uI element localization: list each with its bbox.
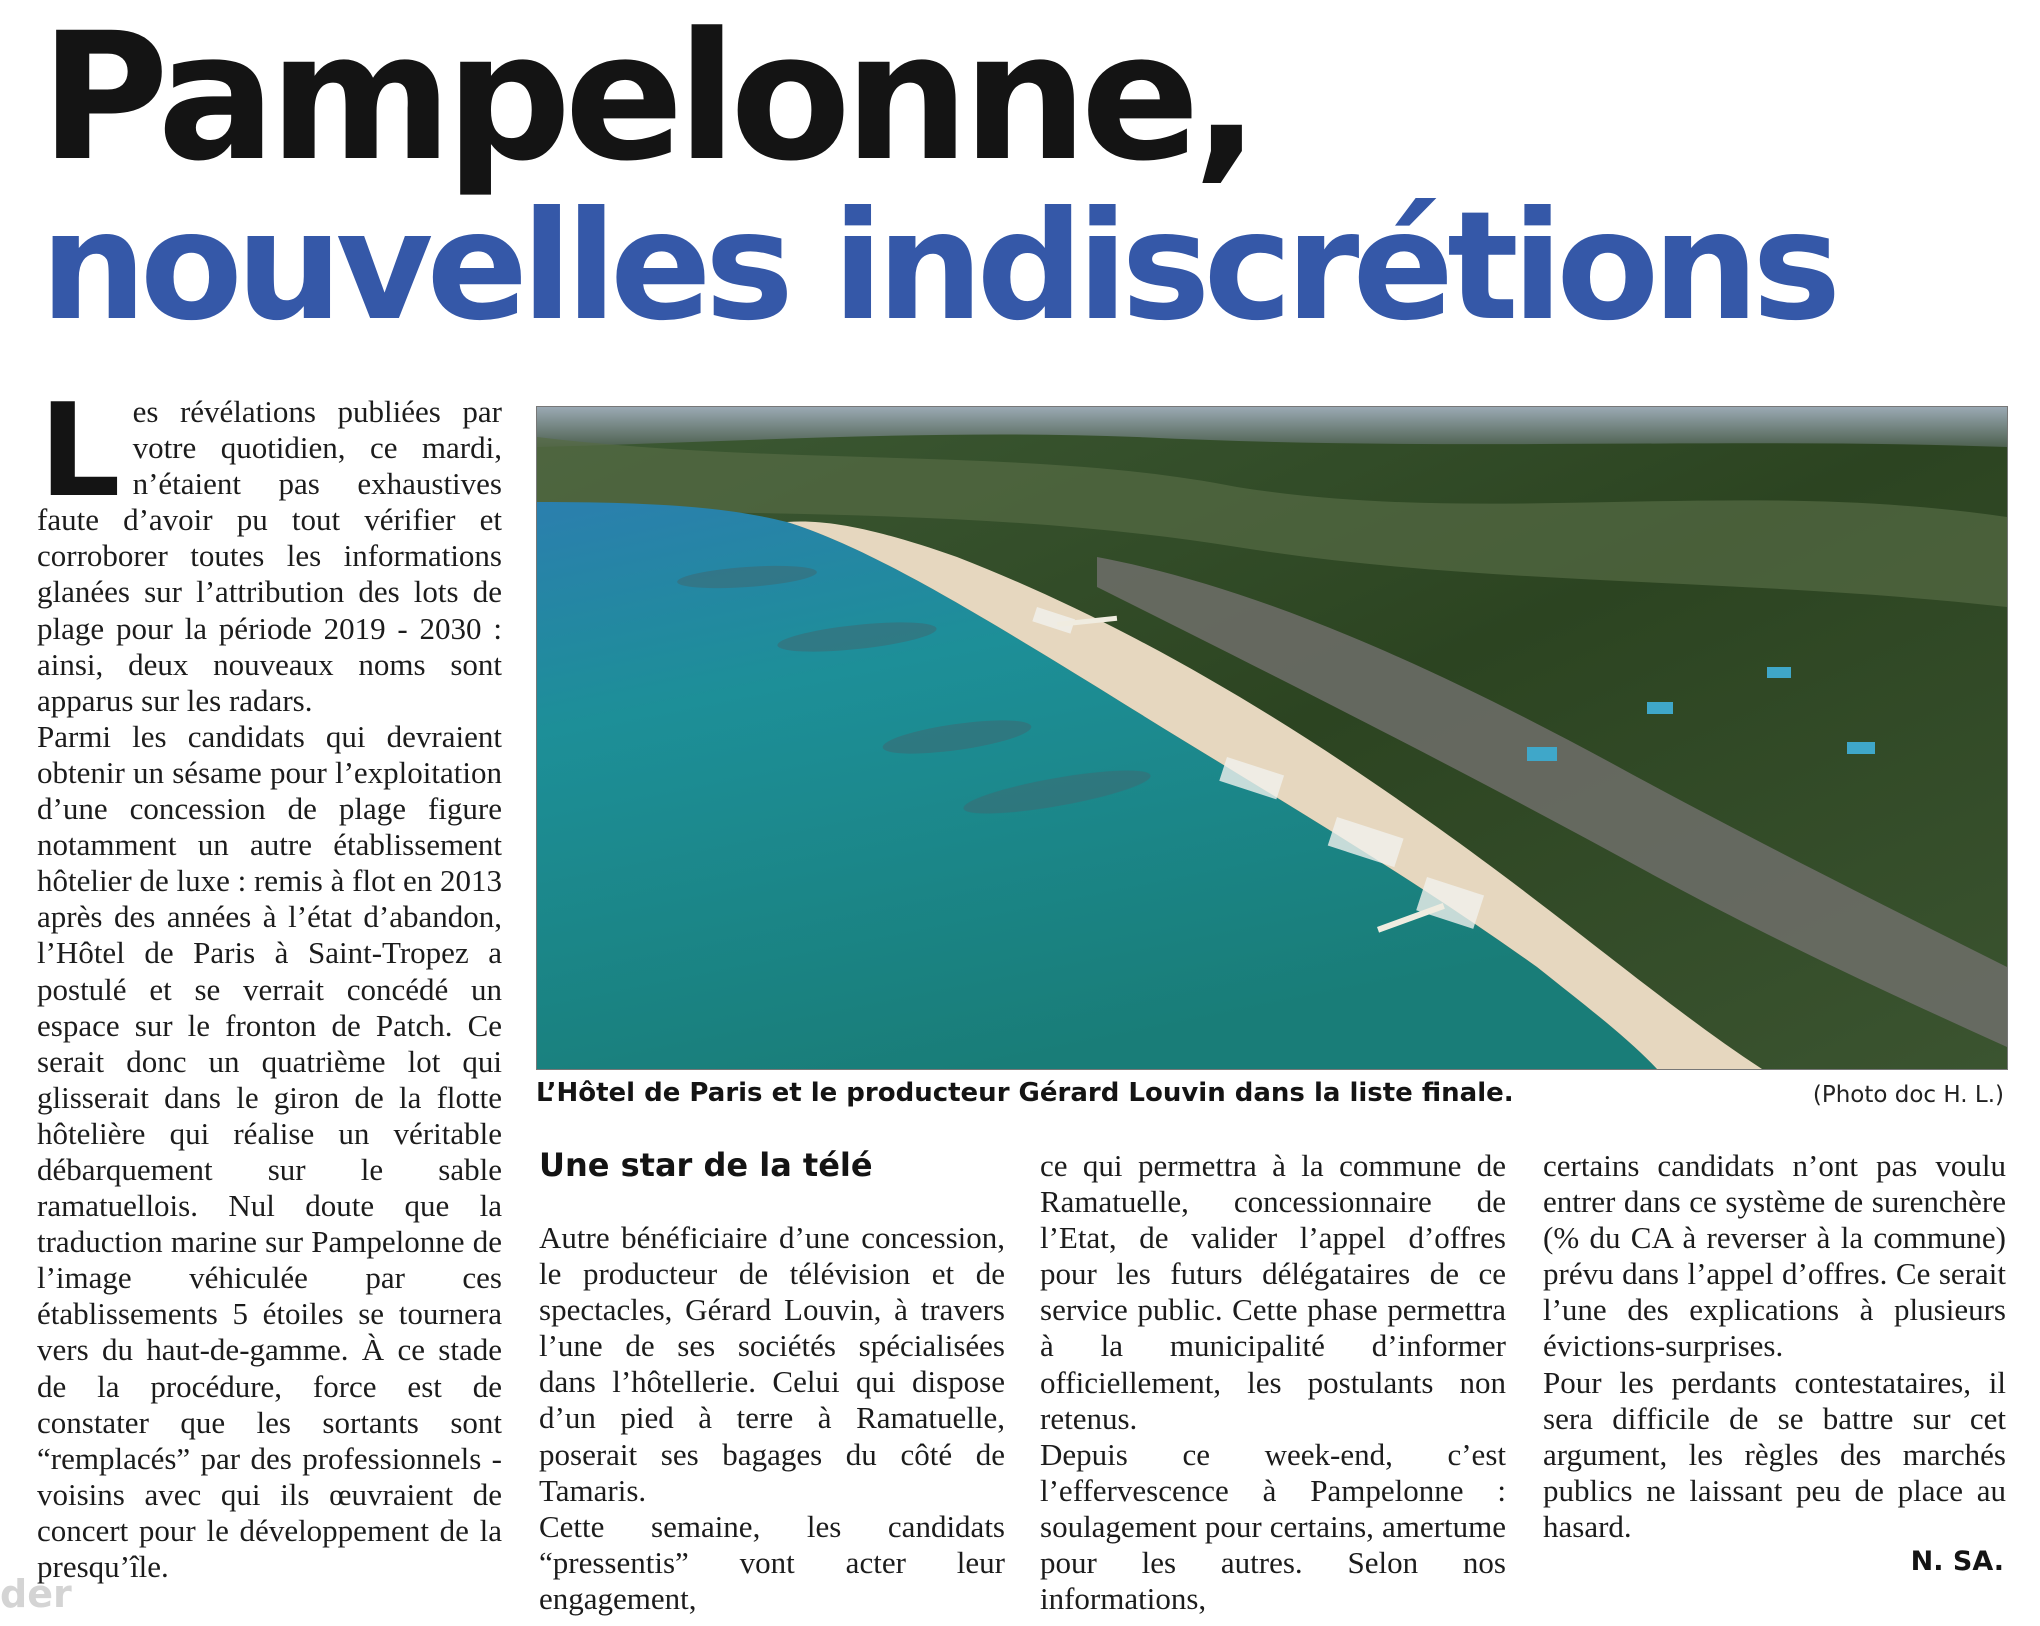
article-column-4 bbox=[1543, 1148, 2006, 1545]
paragraph-effervescence: Depuis ce week-end, c’est l’effervescence à Pampelonne : soulagement pour certains, amertume pour les autres. Selon nos informations, bbox=[1040, 1436, 1506, 1617]
subhead: Une star de la télé bbox=[539, 1146, 873, 1184]
author-signature: N. SA. bbox=[1910, 1546, 2004, 1577]
aerial-beach-photo bbox=[536, 406, 2008, 1070]
photo-caption: L’Hôtel de Paris et le producteur Gérard Louvin dans la liste finale. bbox=[536, 1078, 1514, 1108]
dropcap: L bbox=[39, 377, 121, 526]
paragraph-hotel-de-paris: Parmi les candidats qui devraient obtenir un sésame pour l’exploitation d’une concession de plage figure notamment un autre établissement hôtelier de luxe : remis à flot en 2013 après des années à l’état d’abandon, l’Hôtel de Paris à Saint-Tropez a postulé et se verrait concédé un espace sur le fronton de Patch. Ce serait donc un quatrième lot qui glisserait dans le giron de la flotte hôtelière qui réalise un véritable débarquement sur le sable ramatuellois. Nul doute que la traduction marine sur Pampelonne de l’image véhiculée par ces établissements 5 étoiles se tournera vers du haut-de-gamme. À ce stade de la procédure, force est de constater que les sortants sont “remplacés” par des professionnels - voisins avec qui ils œuvraient de concert pour le développement de la presqu’île. bbox=[37, 718, 502, 1584]
photo-credit: (Photo doc H. L.) bbox=[1812, 1082, 2004, 1108]
article-column-3 bbox=[1040, 1148, 1506, 1617]
headline-line1: Pampelonne, bbox=[40, 0, 1253, 200]
aerial-beach-illustration bbox=[537, 407, 2007, 1069]
paragraph-contestants: Pour les perdants contestataires, il sera difficile de se battre sur cet argument, les règles des marchés publics ne laissant peu de place au hasard. bbox=[1543, 1364, 2006, 1544]
paragraph-gerard-louvin: Autre bénéficiaire d’une concession, le producteur de télévision et de spectacles, Gérard Louvin, à travers l’une de ses sociétés spécialisées dans l’hôtellerie. Celui qui dispose d’un pied à terre à Ramatuelle, poserait ses bagages du côté de Tamaris. bbox=[539, 1220, 1005, 1508]
paragraph-this-week: Cette semaine, les candidats “pressentis” vont acter leur engagement, bbox=[539, 1508, 1005, 1616]
paragraph-intro: es révélations publiées par votre quotidien, ce mardi, n’étaient pas exhaustives faute d’avoir pu tout vérifier et corroborer toutes les informations glanées sur l’attribution des lots de plage pour la période 2019 - 2030 : ainsi, deux nouveaux noms sont apparus sur les radars. bbox=[37, 394, 502, 718]
paragraph-ramatuelle: ce qui permettra à la commune de Ramatuelle, concessionnaire de l’Etat, de valider l’appel d’offres pour les futurs délégataires de ce service public. Cette phase permettra à la municipalité d’informer officiellement, les postulants non retenus. bbox=[1040, 1148, 1506, 1436]
article-column-2 bbox=[539, 1220, 1005, 1617]
article-column-1 bbox=[37, 377, 502, 1585]
paragraph-candidates: certains candidats n’ont pas voulu entrer dans ce système de surenchère (% du CA à reverser à la commune) prévu dans l’appel d’offres. Ce serait l’une des explications à plusieurs évictions-surprises. bbox=[1543, 1148, 2006, 1364]
headline-line2: nouvelles indiscrétions bbox=[40, 180, 1835, 354]
watermark: der bbox=[0, 1572, 72, 1616]
